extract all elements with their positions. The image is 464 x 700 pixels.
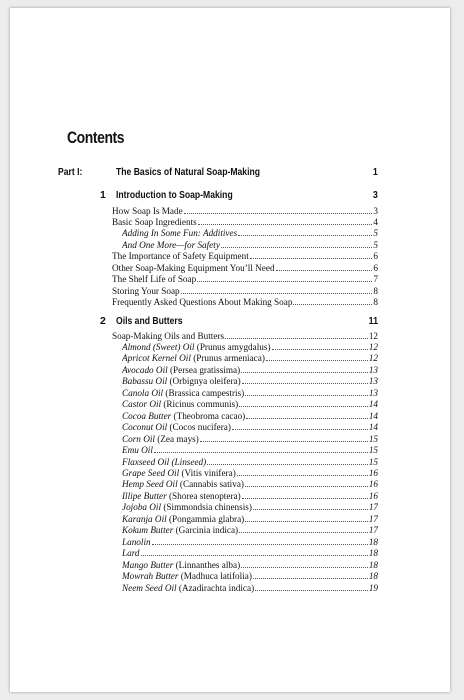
toc-entry[interactable] bbox=[112, 331, 378, 341]
toc-entry[interactable] bbox=[122, 365, 378, 375]
entry-text bbox=[122, 411, 245, 421]
oil-name: Babassu Oil bbox=[122, 376, 168, 387]
oil-name: Emu Oil bbox=[122, 445, 153, 456]
toc-entry[interactable] bbox=[122, 434, 378, 444]
oil-name: Avocado Oil bbox=[122, 364, 168, 375]
oil-name: Coconut Oil bbox=[122, 422, 168, 433]
part-page: 1 bbox=[373, 166, 378, 178]
oil-name: Mango Butter bbox=[122, 559, 174, 570]
oil-latin-name: (Brassica campestris) bbox=[165, 387, 245, 398]
oil-name: Apricot Kernel Oil bbox=[122, 353, 191, 364]
entry-page: 13 bbox=[368, 364, 378, 375]
oil-latin-name: (Cannabis sativa) bbox=[179, 479, 244, 490]
entry-text bbox=[122, 571, 252, 581]
toc-entry[interactable] bbox=[122, 560, 378, 570]
entry-page: 12 bbox=[368, 353, 378, 364]
entry-page: 16 bbox=[368, 467, 378, 478]
part-heading[interactable] bbox=[58, 165, 378, 179]
toc-entry[interactable] bbox=[122, 342, 378, 352]
oil-latin-name: (Simmondsia chinensis) bbox=[163, 502, 252, 513]
chapter-number: 1 bbox=[100, 189, 106, 201]
chapter-heading[interactable] bbox=[100, 314, 378, 328]
toc-entry[interactable] bbox=[112, 274, 378, 284]
entry-text bbox=[122, 342, 271, 352]
entry-text bbox=[122, 548, 140, 558]
entry-text bbox=[122, 502, 252, 512]
entry-page: 6 bbox=[373, 263, 378, 273]
entry-text bbox=[122, 457, 206, 467]
oil-latin-name: (Madhuca latifolia) bbox=[180, 571, 252, 581]
oil-name: Almond (Sweet) Oil bbox=[122, 342, 195, 352]
oil-name: Lanolin bbox=[122, 536, 151, 547]
oil-latin-name: (Azadirachta indica) bbox=[178, 582, 255, 593]
entry-text: Adding In Some Fun: Additives bbox=[122, 228, 238, 238]
entry-text bbox=[122, 365, 240, 375]
entry-text: And One More—for Safety bbox=[122, 240, 220, 250]
entry-page: 15 bbox=[368, 456, 378, 467]
entry-page: 4 bbox=[373, 217, 378, 227]
toc-entry[interactable] bbox=[112, 297, 378, 307]
entry-text bbox=[122, 353, 265, 363]
oil-latin-name: (Vitis vinifera) bbox=[181, 467, 236, 478]
entry-page: 17 bbox=[368, 513, 378, 524]
oil-latin-name: (Prunus amygdalus) bbox=[196, 342, 271, 352]
oil-latin-name: (Garcinia indica) bbox=[175, 525, 239, 536]
chapter-title: Introduction to Soap-Making bbox=[116, 189, 233, 201]
oil-latin-name: (Pongammia glabra) bbox=[168, 513, 245, 524]
entry-text bbox=[122, 445, 153, 455]
toc-entry[interactable] bbox=[122, 240, 378, 250]
entry-page: 18 bbox=[368, 548, 378, 559]
toc-entry[interactable] bbox=[112, 206, 378, 216]
entry-page: 13 bbox=[368, 387, 378, 398]
entry-page: 17 bbox=[368, 525, 378, 536]
oil-name: Mowrah Butter bbox=[122, 571, 179, 581]
entry-page: 15 bbox=[368, 433, 378, 444]
entry-text: Storing Your Soap bbox=[112, 286, 180, 296]
toc-entry[interactable] bbox=[122, 491, 378, 501]
entry-text bbox=[122, 376, 241, 386]
entry-text bbox=[122, 479, 244, 489]
entry-text: Frequently Asked Questions About Making Soap bbox=[112, 297, 293, 307]
entry-text: Soap-Making Oils and Butters bbox=[112, 331, 225, 341]
toc-entry[interactable] bbox=[122, 525, 378, 535]
page-title: Contents bbox=[67, 128, 125, 147]
toc-entry[interactable] bbox=[122, 479, 378, 489]
oil-latin-name: (Theobroma cacao) bbox=[173, 410, 246, 421]
toc-entry[interactable] bbox=[122, 583, 378, 593]
oil-name: Grape Seed Oil bbox=[122, 467, 180, 478]
entry-page: 12 bbox=[368, 331, 378, 341]
entry-text bbox=[122, 399, 238, 409]
entry-text bbox=[122, 525, 238, 535]
entry-page: 17 bbox=[368, 502, 378, 513]
entry-page: 7 bbox=[373, 274, 378, 284]
entry-text: The Shelf Life of Soap bbox=[112, 274, 197, 284]
toc-entry[interactable] bbox=[122, 399, 378, 409]
toc-entry[interactable] bbox=[122, 457, 378, 467]
entry-text bbox=[122, 388, 244, 398]
entry-text: Other Soap-Making Equipment You’ll Need bbox=[112, 263, 275, 273]
toc-entry[interactable] bbox=[122, 502, 378, 512]
entry-page: 15 bbox=[368, 445, 378, 456]
entry-page: 8 bbox=[373, 297, 378, 307]
oil-latin-name: (Cocos nucifera) bbox=[169, 422, 231, 433]
entry-page: 18 bbox=[368, 559, 378, 570]
entry-page: 18 bbox=[368, 536, 378, 547]
entry-text bbox=[122, 422, 231, 432]
chapter-page: 3 bbox=[373, 189, 378, 201]
oil-name: Jojoba Oil bbox=[122, 502, 162, 513]
toc-entry[interactable] bbox=[122, 353, 378, 363]
part-title: The Basics of Natural Soap-Making bbox=[116, 166, 261, 178]
entry-page: 14 bbox=[368, 399, 378, 410]
toc-entry[interactable] bbox=[112, 217, 378, 227]
entry-page: 16 bbox=[368, 479, 378, 490]
entry-text bbox=[122, 434, 199, 444]
toc-entry[interactable] bbox=[122, 571, 378, 581]
toc-entry[interactable] bbox=[122, 228, 378, 238]
entry-text: The Importance of Safety Equipment bbox=[112, 251, 249, 261]
entry-page: 6 bbox=[373, 251, 378, 261]
entry-page: 5 bbox=[373, 240, 378, 250]
oil-name: Castor Oil bbox=[122, 399, 162, 410]
oil-latin-name: (Ricinus communis) bbox=[163, 399, 239, 410]
oil-latin-name: (Prunus armeniaca) bbox=[193, 353, 265, 364]
oil-name: Neem Seed Oil bbox=[122, 582, 177, 593]
entry-text bbox=[122, 583, 254, 593]
document-page bbox=[10, 8, 450, 692]
part-label: Part I: bbox=[58, 166, 83, 178]
toc-entry[interactable] bbox=[122, 376, 378, 386]
toc-entry[interactable] bbox=[122, 514, 378, 524]
oil-name: Corn Oil bbox=[122, 433, 155, 444]
entry-text bbox=[122, 560, 240, 570]
chapter-page: 11 bbox=[368, 315, 378, 327]
oil-name: Kokum Butter bbox=[122, 525, 174, 536]
oil-name: Lard bbox=[122, 548, 140, 559]
oil-name: Hemp Seed Oil bbox=[122, 479, 178, 490]
toc-entry[interactable] bbox=[122, 411, 378, 421]
entry-text: How Soap Is Made bbox=[112, 206, 183, 216]
oil-name: Karanja Oil bbox=[122, 513, 167, 524]
oil-name: Illipe Butter bbox=[122, 490, 167, 501]
toc-entry[interactable] bbox=[112, 251, 378, 261]
entry-page: 14 bbox=[368, 410, 378, 421]
entry-page: 14 bbox=[368, 422, 378, 433]
chapter-title: Oils and Butters bbox=[116, 315, 183, 327]
oil-latin-name: (Persea gratissima) bbox=[169, 364, 241, 375]
oil-latin-name: (Linnanthes alba) bbox=[175, 559, 241, 570]
entry-page: 8 bbox=[373, 286, 378, 296]
toc-entry[interactable] bbox=[122, 548, 378, 558]
toc-entry[interactable] bbox=[122, 537, 378, 547]
toc-entry[interactable] bbox=[122, 422, 378, 432]
entry-text bbox=[122, 514, 244, 524]
entry-page: 19 bbox=[368, 582, 378, 593]
oil-name: Flaxseed Oil (Linseed) bbox=[122, 456, 207, 467]
entry-page: 16 bbox=[368, 490, 378, 501]
entry-page: 18 bbox=[368, 571, 378, 581]
entry-text bbox=[122, 468, 236, 478]
toc-entry[interactable] bbox=[122, 468, 378, 478]
toc-entry[interactable] bbox=[112, 286, 378, 296]
toc-entry[interactable] bbox=[112, 263, 378, 273]
oil-name: Cocoa Butter bbox=[122, 410, 172, 421]
oil-latin-name: (Shorea stenoptera) bbox=[168, 490, 241, 501]
toc-entry[interactable] bbox=[122, 445, 378, 455]
chapter-number: 2 bbox=[100, 315, 106, 327]
oil-latin-name: (Orbignya oleifera) bbox=[169, 376, 241, 387]
chapter-heading[interactable] bbox=[100, 188, 378, 202]
entry-page: 13 bbox=[368, 376, 378, 387]
entry-text: Basic Soap Ingredients bbox=[112, 217, 197, 227]
entry-page: 5 bbox=[373, 228, 378, 238]
oil-name: Canola Oil bbox=[122, 387, 164, 398]
oil-latin-name: (Zea mays) bbox=[157, 433, 199, 444]
entry-page: 3 bbox=[373, 206, 378, 216]
entry-text bbox=[122, 491, 241, 501]
entry-text bbox=[122, 537, 151, 547]
entry-page: 12 bbox=[368, 342, 378, 352]
toc-entry[interactable] bbox=[122, 388, 378, 398]
